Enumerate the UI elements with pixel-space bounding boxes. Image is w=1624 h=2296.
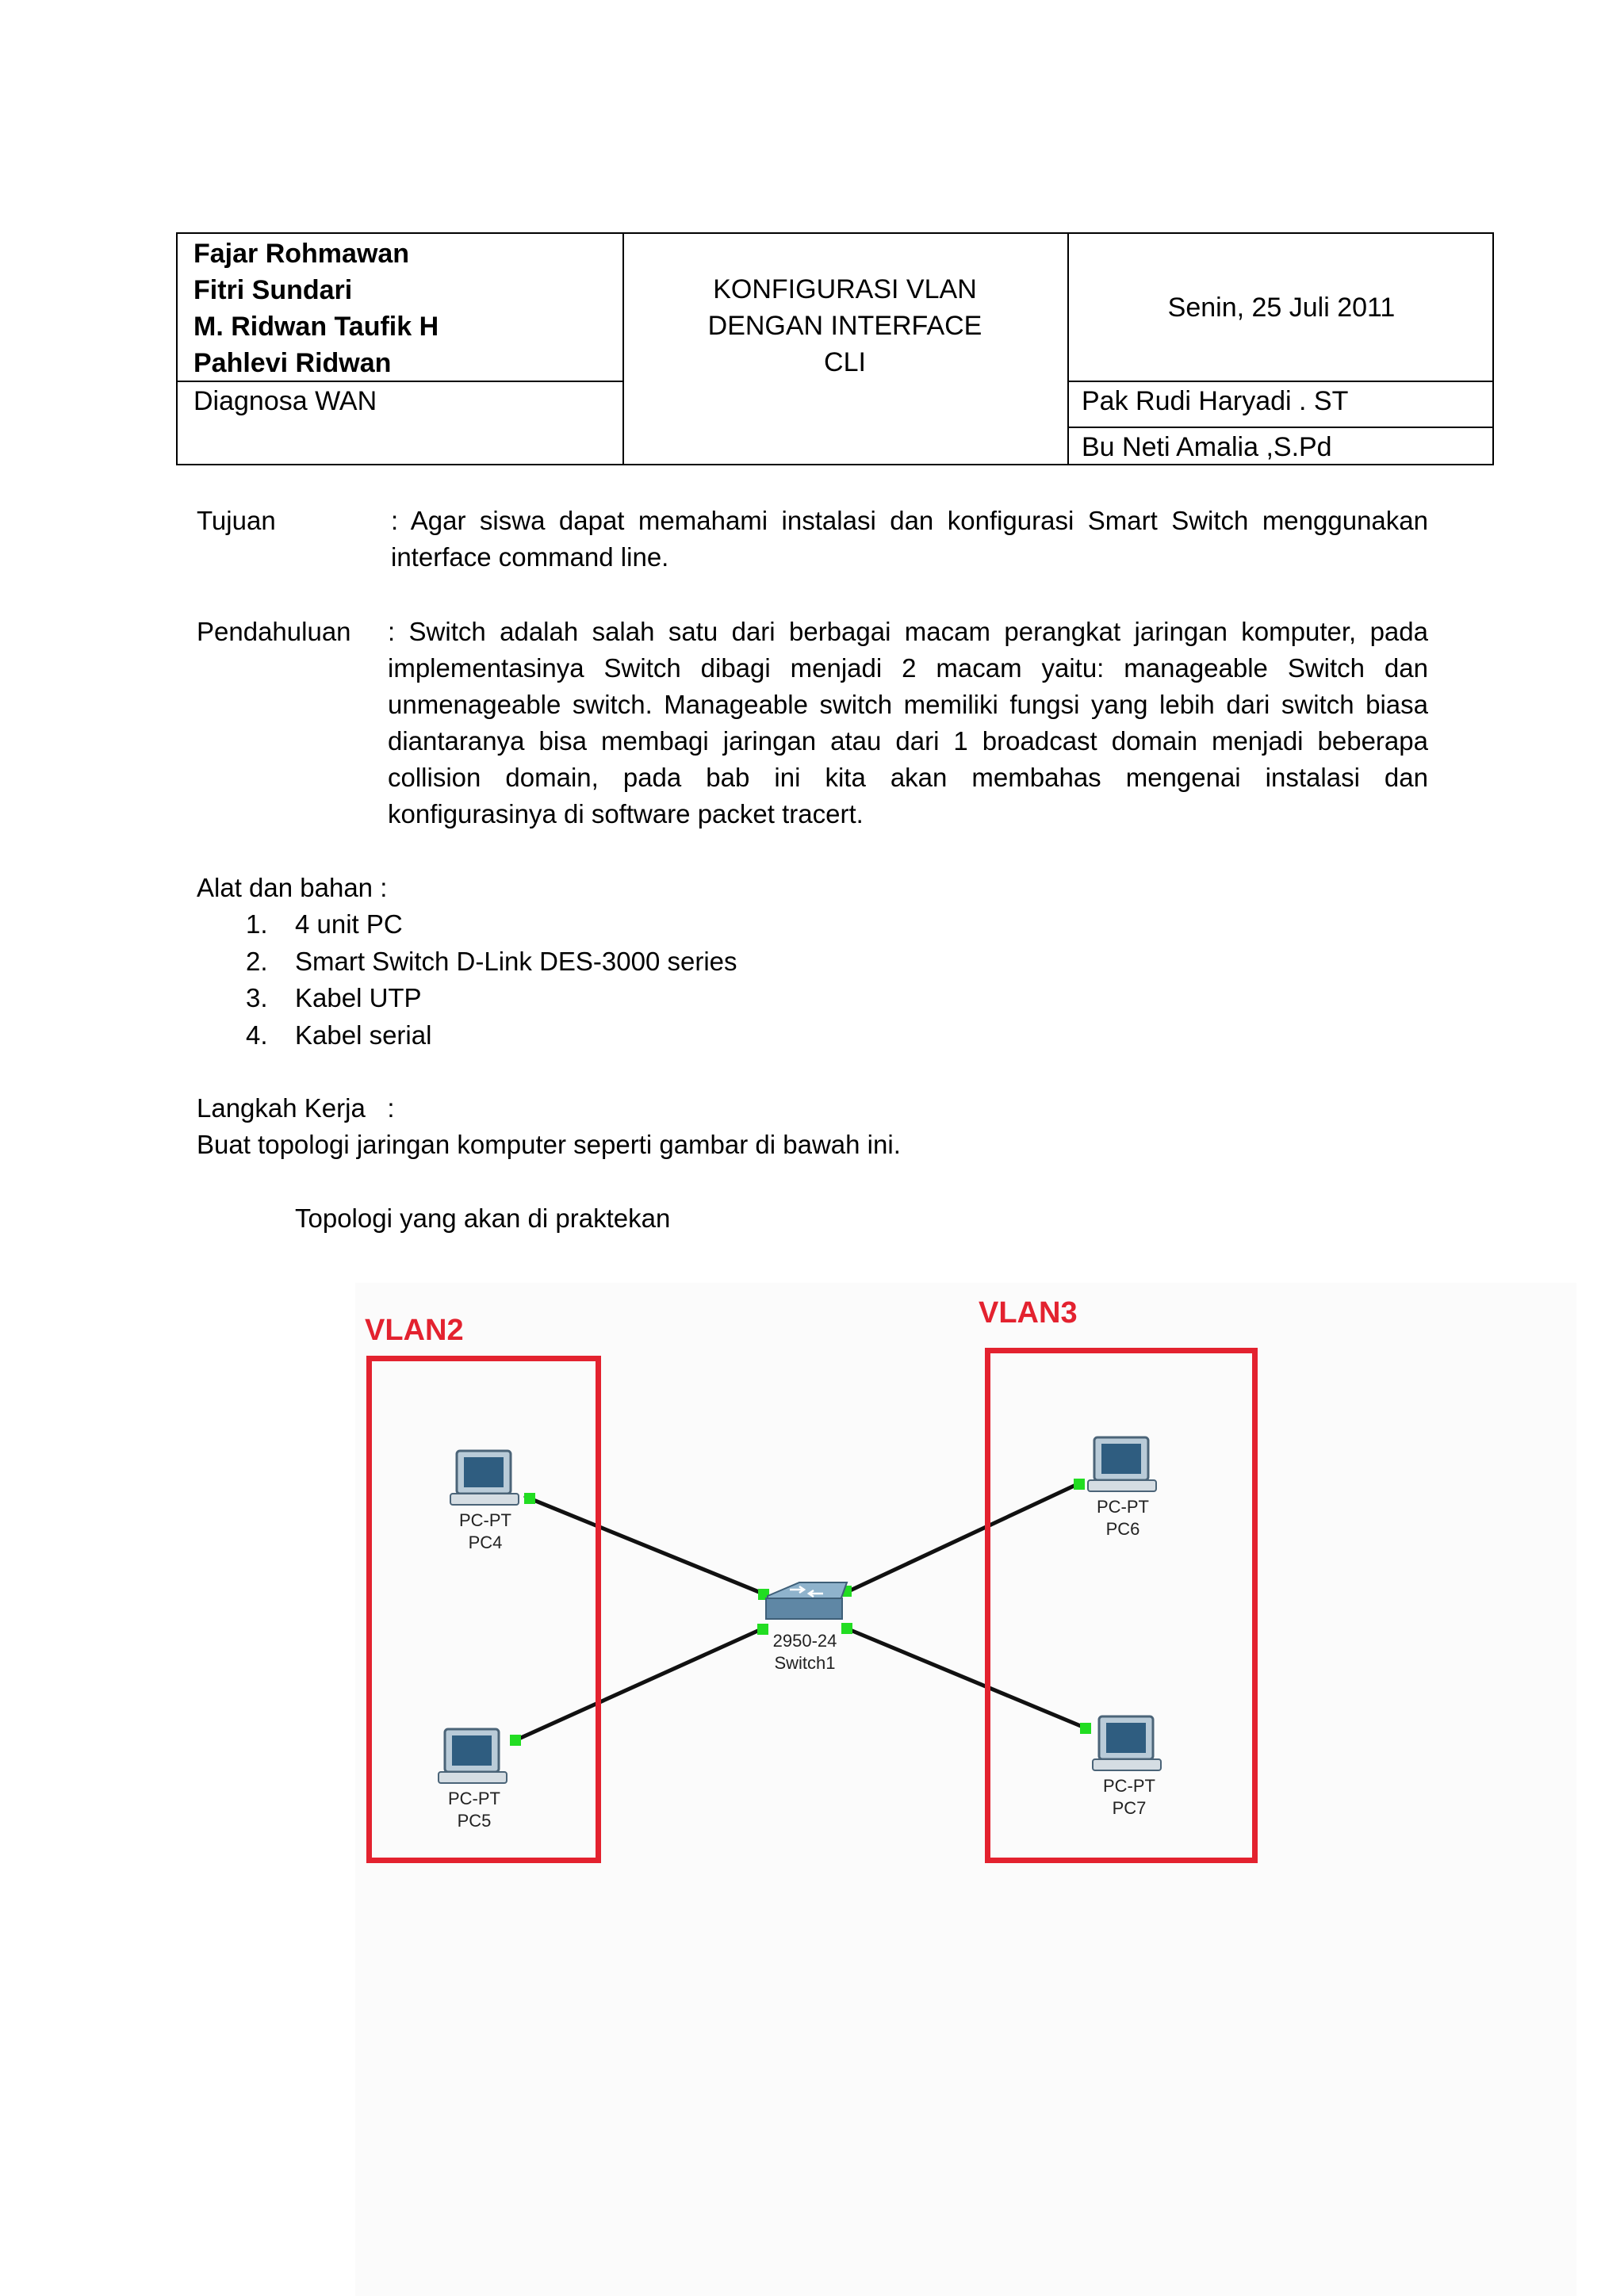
pendahuluan-label: Pendahuluan (197, 617, 351, 646)
title-line: DENGAN INTERFACE (707, 311, 982, 341)
vlan2-box (366, 1356, 601, 1863)
switch-icon (766, 1582, 847, 1619)
author-name: M. Ridwan Taufik H (193, 312, 439, 342)
subject: Diagnosa WAN (193, 386, 377, 416)
pc7-label: PC-PT PC7 (1103, 1776, 1155, 1818)
vlan2-label: VLAN2 (365, 1314, 464, 1347)
langkah-heading: Langkah Kerja : (197, 1093, 395, 1123)
alat-list (246, 906, 737, 1054)
author-name: Fajar Rohmawan (193, 239, 410, 269)
pc4-label: PC-PT PC4 (459, 1510, 511, 1552)
vlan3-label: VLAN3 (979, 1296, 1078, 1330)
document-title (624, 271, 1066, 381)
date: Senin, 25 Juli 2011 (1167, 293, 1396, 323)
pc6-label: PC-PT PC6 (1097, 1497, 1149, 1539)
switch-label: 2950-24 Switch1 (772, 1631, 837, 1673)
teacher-name: Pak Rudi Haryadi . ST (1082, 386, 1349, 416)
author-list (193, 235, 439, 381)
langkah-text: Buat topologi jaringan komputer seperti gambar di bawah ini. (197, 1130, 901, 1159)
title-line: KONFIGURASI VLAN (713, 274, 977, 304)
topology-figure (355, 1283, 1576, 2296)
author-name: Fitri Sundari (193, 275, 353, 305)
author-name: Pahlevi Ridwan (193, 348, 392, 378)
list-item: 4. Kabel serial (246, 1020, 432, 1050)
list-item: 3. Kabel UTP (246, 983, 422, 1012)
list-item: 2. Smart Switch D-Link DES-3000 series (246, 946, 737, 976)
pc5-label: PC-PT PC5 (448, 1789, 500, 1831)
tujuan-text: : Agar siswa dapat memahami instalasi dan konfigurasi Smart Switch menggunakan interface command line. (391, 506, 1428, 572)
teacher-name: Bu Neti Amalia ,S.Pd (1082, 432, 1332, 462)
title-line: CLI (824, 347, 866, 377)
alat-heading: Alat dan bahan : (197, 873, 388, 902)
topologi-caption: Topologi yang akan di praktekan (295, 1203, 671, 1233)
pendahuluan-text: : Switch adalah salah satu dari berbagai macam perangkat jaringan komputer, pada implementasinya Switch dibagi menjadi 2 macam yaitu: manageable Switch dan unmenageable switch. Manageable switch memiliki fungsi yang lebih dari switch biasa diantaranya bisa membagi jaringan atau dari 1 broadcast domain menjadi beberapa collision domain, pada bab ini kita akan membahas mengenai instalasi dan konfigurasinya di software packet tracert. (388, 617, 1428, 828)
header-table (176, 232, 1494, 465)
list-item: 1. 4 unit PC (246, 909, 403, 939)
tujuan-label: Tujuan (197, 506, 276, 535)
